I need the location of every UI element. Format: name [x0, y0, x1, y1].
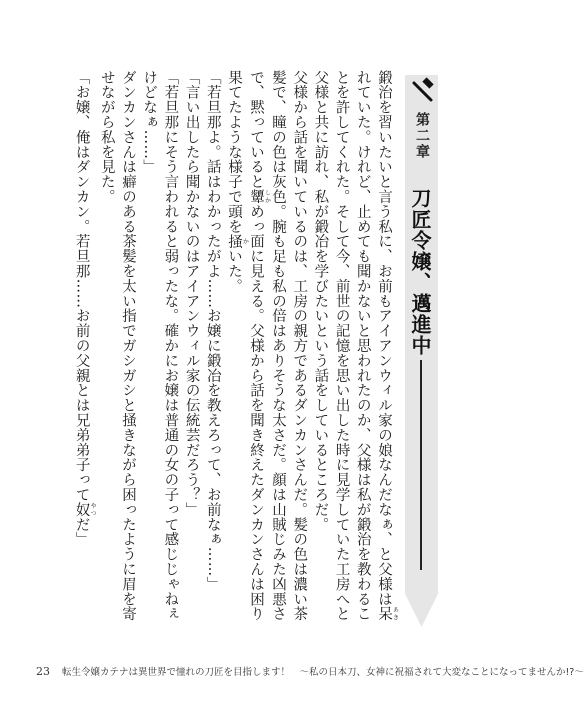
dialogue-line: 「若旦那よ。話はわかったがよ……お嬢に鍛冶を教えろって、お前なぁ……」 [204, 70, 221, 592]
dialogue-line: 「若旦那にそう言われると弱ったな。確かにお嬢は普通の女の子って感じじゃねぇけどなぁ……」 [141, 70, 179, 622]
page-number: 23 [36, 665, 50, 678]
hammer-icon [409, 78, 436, 105]
paragraph: 父様から話を聞いているのは、工房の親方であるダンカンさんだ。髪の色は濃い茶髪で、瞳の色は灰色。腕も足も私の倍はありそうな太さだ。顔は山賊じみた凶悪さで、黙っていると顰 しかめっ面に見える。父様から話を聞き終えたダンカンさんは困り果てたような様子で頭を掻 かいた。 [225, 70, 308, 622]
body-text [68, 70, 398, 630]
dialogue-line: 「言い出したら聞かないのはアイアンウィル家の伝統芸だろう？」 [183, 70, 200, 517]
chapter-label: 第二章 [414, 112, 430, 160]
running-title: 転生令嬢カテナは異世界で憧れの刀匠を目指します！ 〜私の日本刀、女神に祝福されて大変なことになってませんか!?〜 [62, 667, 584, 678]
chapter-rule [420, 360, 422, 570]
dialogue-line: 「お嬢、俺はダンカン。若旦那……お前の父親とは兄弟弟子って奴 やつだ」 [73, 70, 97, 547]
paragraph: 鍛治を習いたいと言う私に、お前もアイアンウィル家の娘なんだなぁ、と父様は呆 あきれていた。けれど、止めても聞かないと思われたのか、父様は私が鍛治を教わることを許してくれた。そして今、前世の記憶を思い出した時に見学していた工房へと父様と共に訪れ、私が鍛冶を学びたいという話をしているところだ。 [312, 70, 399, 622]
page-footer [36, 664, 584, 678]
paragraph: ダンカンさんは癖のある茶髪を太い指でガシガシと掻きながら困ったように眉を寄せながら私を見た。 [98, 70, 136, 622]
chapter-title: 刀匠令嬢、邁進中 [408, 188, 432, 356]
